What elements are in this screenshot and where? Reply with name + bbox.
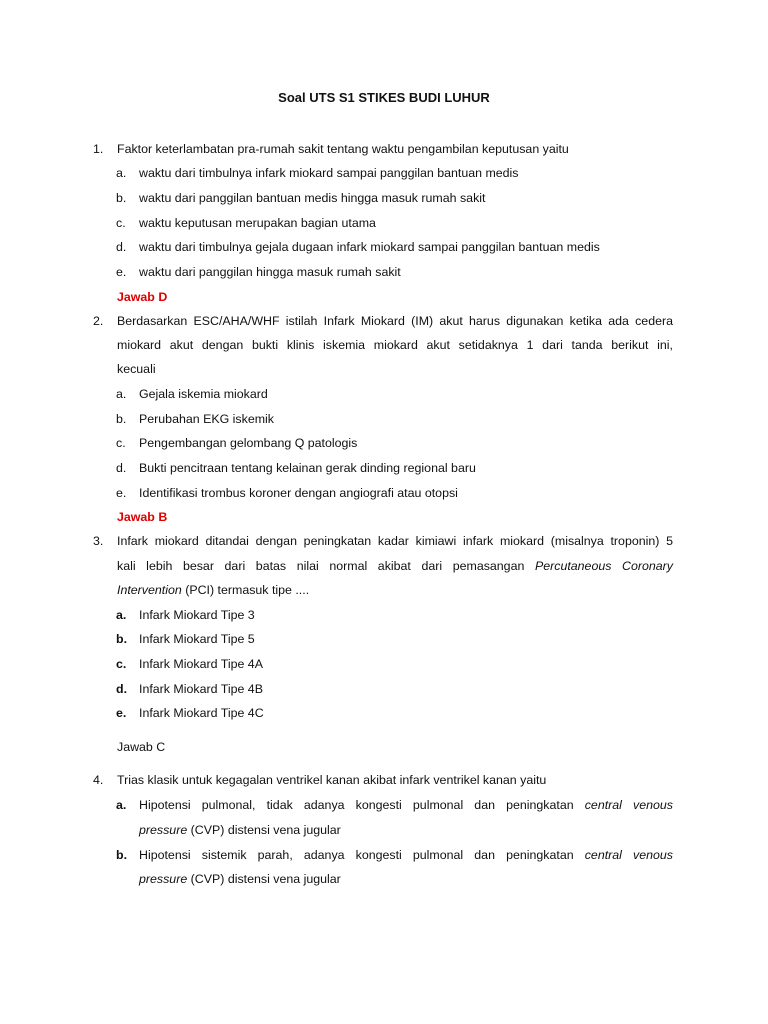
question-number: 3. — [93, 534, 104, 548]
question-2 — [0, 312, 768, 330]
question-text: Trias klasik untuk kegagalan ventrikel kanan akibat infark ventrikel kanan yaitu — [117, 773, 547, 787]
question-number: 2. — [93, 314, 104, 328]
answer-line — [0, 288, 768, 306]
option-text: Infark Miokard Tipe 4A — [139, 657, 263, 671]
option-text-italic: central venous — [584, 798, 673, 812]
option-letter: b. — [116, 632, 128, 646]
option-item — [0, 164, 768, 182]
option-text-line-2 — [139, 821, 341, 839]
option-text-line-2 — [139, 870, 341, 888]
option-letter: b. — [116, 191, 127, 205]
question-3-cont — [0, 581, 768, 599]
page-title: Soal UTS S1 STIKES BUDI LUHUR — [278, 90, 490, 105]
option-text-segment: Hipotensi pulmonal, tidak adanya kongesti pulmonal dan peningkatan — [139, 798, 574, 812]
option-text: Perubahan EKG iskemik — [139, 412, 274, 426]
answer-text: Jawab B — [117, 510, 168, 524]
answer-line — [0, 508, 768, 526]
option-item — [0, 655, 768, 673]
option-letter: c. — [116, 657, 127, 671]
option-text: waktu dari panggilan hingga masuk rumah sakit — [139, 265, 401, 279]
option-item — [0, 704, 768, 722]
option-text: Infark Miokard Tipe 5 — [139, 632, 255, 646]
option-letter: d. — [116, 682, 128, 696]
option-letter: b. — [116, 412, 127, 426]
option-text-line-1 — [139, 796, 673, 814]
option-text: Bukti pencitraan tentang kelainan gerak dinding regional baru — [139, 461, 476, 475]
option-letter: b. — [116, 848, 128, 862]
question-text-italic: Percutaneous Coronary — [534, 559, 673, 573]
option-letter: a. — [116, 387, 127, 401]
option-item — [0, 630, 768, 648]
option-text-italic: pressure — [139, 823, 188, 837]
question-text-line-2 — [117, 557, 673, 575]
option-letter: d. — [116, 240, 127, 254]
question-text-line-2: miokard akut dengan bukti klinis iskemia miokard akut setidaknya 1 dari tanda berikut ini, — [117, 338, 673, 352]
option-item-cont — [0, 821, 768, 839]
option-text-italic: central venous — [584, 848, 673, 862]
option-item — [0, 680, 768, 698]
option-item — [0, 606, 768, 624]
option-item — [0, 214, 768, 232]
answer-text: Jawab D — [117, 290, 168, 304]
option-letter: e. — [116, 706, 127, 720]
option-letter: e. — [116, 265, 127, 279]
question-3-cont — [0, 557, 768, 575]
question-4 — [0, 771, 768, 789]
option-item — [0, 434, 768, 452]
option-text: Infark Miokard Tipe 4C — [139, 706, 264, 720]
option-text: Gejala iskemia miokard — [139, 387, 268, 401]
option-letter: a. — [116, 798, 127, 812]
option-item — [0, 189, 768, 207]
option-item — [0, 385, 768, 403]
question-text-segment: kali lebih besar dari batas nilai normal akibat dari pemasangan — [117, 559, 525, 573]
question-number: 1. — [93, 142, 104, 156]
option-letter: d. — [116, 461, 127, 475]
question-text-line-3 — [117, 581, 309, 599]
option-item — [0, 796, 768, 814]
question-text-italic: Intervention — [117, 583, 182, 597]
question-1 — [0, 140, 768, 158]
question-2-cont — [0, 360, 768, 378]
question-3 — [0, 532, 768, 550]
option-text: Infark Miokard Tipe 3 — [139, 608, 255, 622]
option-text-segment: Hipotensi sistemik parah, adanya kongesti pulmonal dan peningkatan — [139, 848, 574, 862]
question-text-line-1: Infark miokard ditandai dengan peningkatan kadar kimiawi infark miokard (misalnya troponin) 5 — [117, 534, 673, 548]
option-text: waktu dari timbulnya gejala dugaan infark miokard sampai panggilan bantuan medis — [139, 240, 600, 254]
option-item-cont — [0, 870, 768, 888]
option-text: Infark Miokard Tipe 4B — [139, 682, 263, 696]
option-letter: a. — [116, 608, 127, 622]
option-text: Identifikasi trombus koroner dengan angiografi atau otopsi — [139, 486, 458, 500]
answer-text: Jawab C — [117, 740, 166, 754]
option-text: waktu dari timbulnya infark miokard sampai panggilan bantuan medis — [139, 166, 519, 180]
option-item — [0, 263, 768, 281]
question-text: Faktor keterlambatan pra-rumah sakit tentang waktu pengambilan keputusan yaitu — [117, 142, 569, 156]
option-text: waktu keputusan merupakan bagian utama — [139, 216, 376, 230]
option-letter: e. — [116, 486, 127, 500]
question-2-cont — [0, 336, 768, 354]
question-text-segment: (PCI) termasuk tipe .... — [185, 583, 310, 597]
option-text-segment: (CVP) distensi vena jugular — [190, 823, 341, 837]
question-text-line-3: kecuali — [117, 362, 156, 376]
option-text-line-1 — [139, 846, 673, 864]
option-item — [0, 238, 768, 256]
option-letter: c. — [116, 216, 126, 230]
option-letter: c. — [116, 436, 126, 450]
question-number: 4. — [93, 773, 104, 787]
option-text-segment: (CVP) distensi vena jugular — [190, 872, 341, 886]
option-item — [0, 484, 768, 502]
question-text-line-1: Berdasarkan ESC/AHA/WHF istilah Infark Miokard (IM) akut harus digunakan ketika ada cedera — [117, 314, 673, 328]
option-item — [0, 846, 768, 864]
option-item — [0, 459, 768, 477]
option-letter: a. — [116, 166, 127, 180]
option-text-italic: pressure — [139, 872, 188, 886]
option-text: waktu dari panggilan bantuan medis hingga masuk rumah sakit — [139, 191, 486, 205]
answer-line — [0, 738, 768, 756]
option-item — [0, 410, 768, 428]
option-text: Pengembangan gelombang Q patologis — [139, 436, 358, 450]
